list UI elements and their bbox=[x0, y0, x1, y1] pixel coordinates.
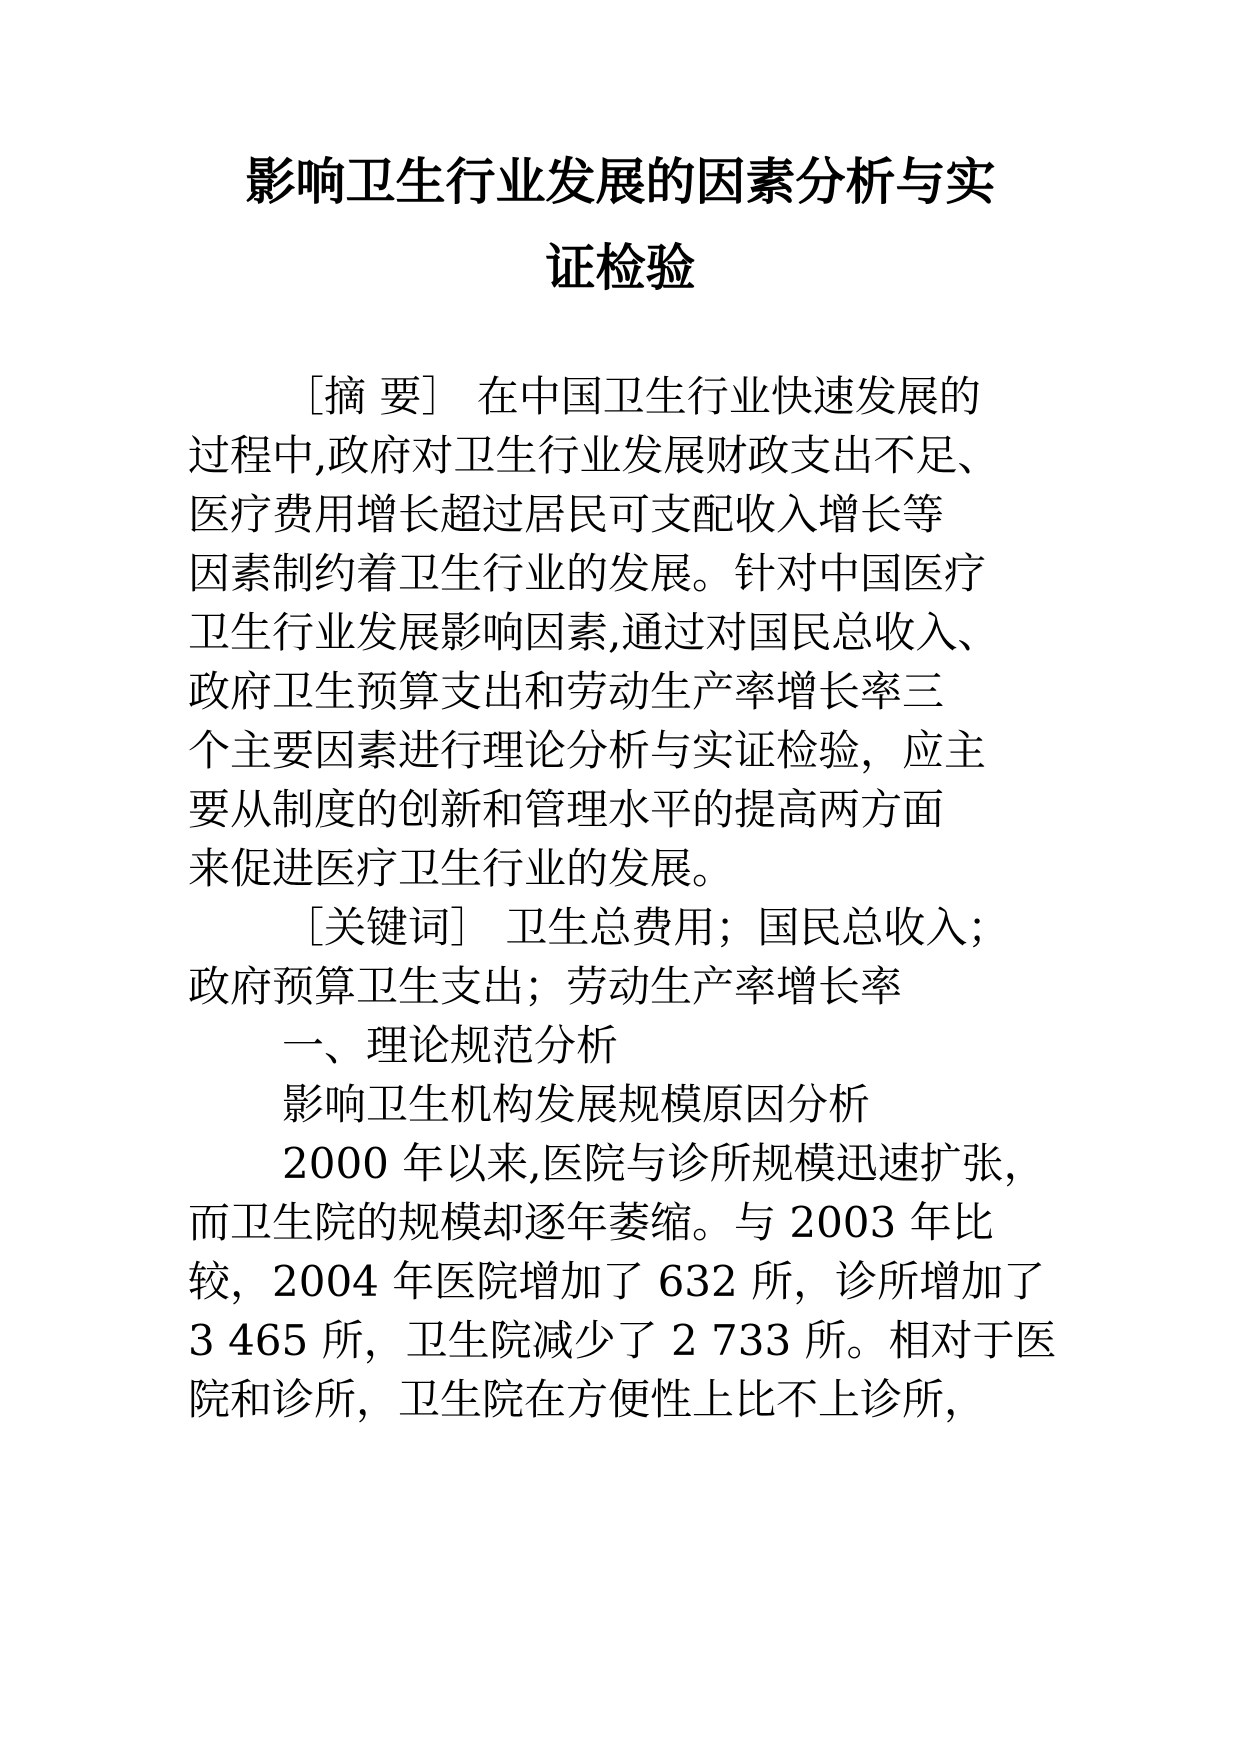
subsection-heading: 影响卫生机构发展规模原因分析 bbox=[282, 1080, 871, 1129]
keywords-line: 政府预算卫生支出；劳动生产率增长率 bbox=[188, 962, 903, 1011]
abstract-line: ［摘 要］ 在中国卫生行业快速发展的 bbox=[282, 372, 981, 421]
paragraph-line: 3 465 所，卫生院减少了 2 733 所。相对于医 bbox=[188, 1316, 1057, 1365]
paragraph-line: 2000 年以来,医院与诊所规模迅速扩张， bbox=[282, 1139, 1046, 1188]
document-title-line-2: 证检验 bbox=[545, 239, 696, 297]
abstract-line: 来促进医疗卫生行业的发展。 bbox=[188, 844, 735, 893]
abstract-line: 过程中,政府对卫生行业发展财政支出不足、 bbox=[188, 431, 1000, 480]
document-title-line-1: 影响卫生行业发展的因素分析与实 bbox=[245, 153, 996, 211]
paragraph-line: 院和诊所，卫生院在方便性上比不上诊所， bbox=[188, 1375, 987, 1424]
abstract-line: 医疗费用增长超过居民可支配收入增长等 bbox=[188, 490, 945, 539]
abstract-line: 个主要因素进行理论分析与实证检验，应主 bbox=[188, 726, 987, 775]
section-heading: 一、理论规范分析 bbox=[282, 1021, 619, 1070]
abstract-line: 要从制度的创新和管理水平的提高两方面 bbox=[188, 785, 945, 834]
keywords-line: ［关键词］ 卫生总费用；国民总收入； bbox=[282, 903, 1010, 952]
abstract-line: 政府卫生预算支出和劳动生产率增长率三 bbox=[188, 667, 945, 716]
paragraph-line: 较，2004 年医院增加了 632 所，诊所增加了 bbox=[188, 1257, 1046, 1306]
abstract-line: 卫生行业发展影响因素,通过对国民总收入、 bbox=[188, 608, 1000, 657]
paragraph-line: 而卫生院的规模却逐年萎缩。与 2003 年比 bbox=[188, 1198, 994, 1247]
abstract-line: 因素制约着卫生行业的发展。针对中国医疗 bbox=[188, 549, 987, 598]
